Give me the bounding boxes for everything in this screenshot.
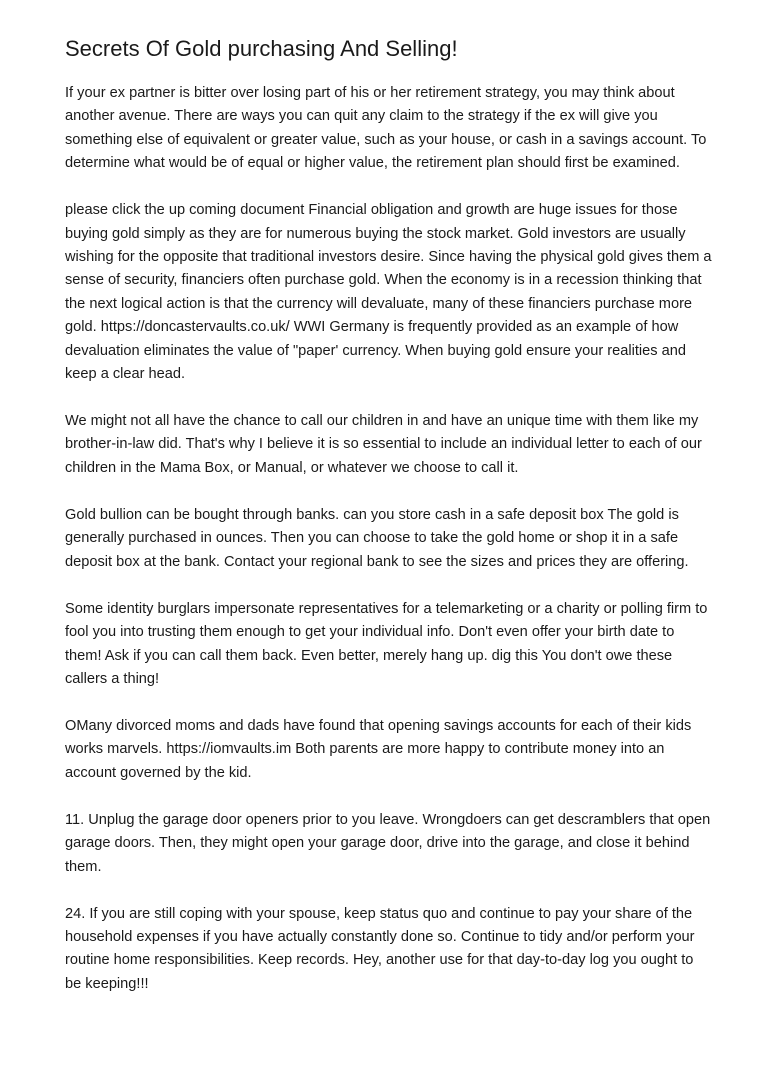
paragraph-garage-door: 11. Unplug the garage door openers prior to you leave. Wrongdoers can get descramblers that open garage doors. Then, they might open your garage door, drive into the garage, and close it behind them. [65, 811, 711, 875]
document-title: Secrets Of Gold purchasing And Selling! [65, 36, 458, 61]
document-page [65, 34, 713, 1020]
paragraph-savings-accounts: OMany divorced moms and dads have found that opening savings accounts for each of their kids works marvels. https://iomvaults.im Both parents are more happy to contribute money into an account governed by the kid. [65, 717, 692, 781]
paragraph-household-expenses: 24. If you are still coping with your spouse, keep status quo and continue to pay your share of the household expenses if you have actually constantly done so. Continue to tidy and/or perform your routine home responsibilities. Keep records. Hey, another use for that day-to-day log you ought to be keeping!!! [65, 905, 695, 992]
paragraph-identity-burglars: Some identity burglars impersonate representatives for a telemarketing or a charity or polling firm to fool you into trusting them enough to get your individual info. Don't even offer your birth date to them! Ask if you can call them back. Even better, merely hang up. dig this You don't owe these callers a thing! [65, 600, 708, 687]
paragraph-gold-investors: please click the up coming document Financial obligation and growth are huge issues for those buying gold simply as they are for numerous buying the stock market. Gold investors are usually wishing for the opposite that traditional investors desire. Since having the physical gold gives them a sense of security, financiers often purchase gold. When the economy is in a recession thinking that the next logical action is that the currency will devaluate, many of these financiers purchase more gold. https://doncastervaults.co.uk/ WWI Germany is frequently provided as an example of how devaluation eliminates the value of "paper' currency. When buying gold ensure your realities and keep a clear head. [65, 202, 712, 383]
paragraph-letter-to-children: We might not all have the chance to call our children in and have an unique time with them like my brother-in-law did. That's why I believe it is so essential to include an individual letter to each of our children in the Mama Box, or Manual, or whatever we choose to call it. [65, 413, 702, 476]
paragraph-gold-bullion: Gold bullion can be bought through banks. can you store cash in a safe deposit box The gold is generally purchased in ounces. Then you can choose to take the gold home or shop it in a safe deposit box at the bank. Contact your regional bank to see the sizes and prices they are offering. [65, 506, 689, 570]
paragraph-retirement-plan: If your ex partner is bitter over losing part of his or her retirement strategy, you may think about another avenue. There are ways you can quit any claim to the strategy if the ex will give you something else of equivalent or greater value, such as your house, or cash in a savings account. To determine what would be of equal or higher value, the retirement plan should first be examined. [65, 85, 707, 172]
